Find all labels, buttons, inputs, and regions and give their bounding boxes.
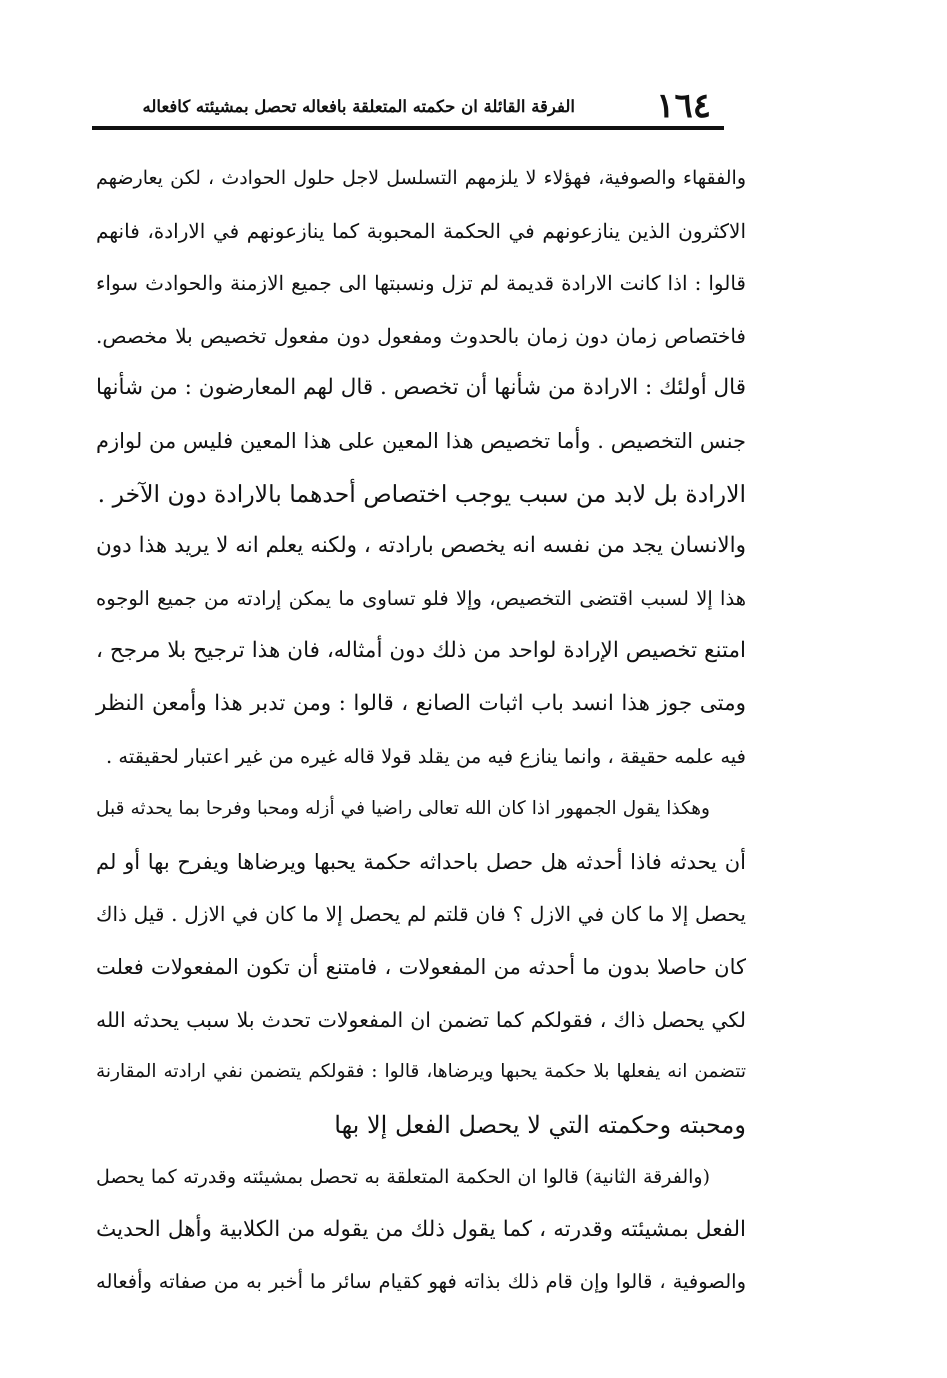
text-line: هذا إلا لسبب اقتضى التخصيص، وإلا فلو تساوى ما يمكن إرادته من جميع الوجوه bbox=[96, 586, 746, 610]
text-line: أن يحدثه فاذا أحدثه هل حصل باحداثه حكمة يحبها ويرضاها ويفرح بها أو لم bbox=[96, 849, 746, 874]
text-line: جنس التخصيص . وأما تخصيص هذا المعين على هذا المعين فليس من لوازم bbox=[96, 428, 746, 453]
text-line: كان حاصلا بدون ما أحدثه من المفعولات ، فامتنع أن تكون المفعولات فعلت bbox=[96, 954, 746, 979]
text-line: فيه علمه حقيقة ، وانما ينازع فيه من يقلد قولا قاله غيره من غير اعتبار لحقيقته . bbox=[105, 744, 746, 768]
body-text bbox=[96, 152, 746, 1309]
text-line: قالوا : اذا كانت الارادة قديمة لم تزل ونسبتها الى جميع الازمنة والحوادث سواء bbox=[96, 271, 746, 296]
running-header-title: الفرقة القائلة ان حكمته المتعلقة بافعاله تحصل بمشيئته كافعاله bbox=[142, 97, 575, 116]
text-line: والانسان يجد من نفسه انه يخصص بارادته ، ولكنه يعلم انه لا يريد هذا دون bbox=[96, 533, 746, 559]
text-line: امتنع تخصيص الإرادة لواحد من ذلك دون أمثاله، فان هذا ترجيح بلا مرجح ، bbox=[96, 638, 746, 664]
text-line: وهكذا يقول الجمهور اذا كان الله تعالى راضيا في أزله ومحبا وفرحا بما يحدثه قبل bbox=[96, 798, 710, 820]
text-line: والفقهاء والصوفية، فهؤلاء لا يلزمهم التسلسل لاجل حلول الحوادث ، لكن يعارضهم bbox=[96, 167, 746, 189]
text-line: لكي يحصل ذاك ، فقولكم كما تضمن ان المفعولات تحدث بلا سبب يحدثه الله bbox=[96, 1007, 746, 1032]
text-line: ومحبته وحكمته التي لا يحصل الفعل إلا بها bbox=[334, 1110, 746, 1139]
text-line: الارادة بل لابد من سبب يوجب اختصاص أحدهما بالارادة دون الآخر . bbox=[97, 479, 746, 508]
header-rule bbox=[92, 126, 724, 130]
text-line: الفعل بمشيئته وقدرته ، كما يقول ذلك من يقوله من الكلابية وأهل الحديث bbox=[96, 1216, 746, 1242]
text-line: (والفرقة الثانية) قالوا ان الحكمة المتعلقة به تحصل بمشيئته وقدرته كما يحصل bbox=[96, 1166, 710, 1189]
page-number: ١٦٤ bbox=[656, 86, 711, 126]
text-line: يحصل إلا ما كان في الازل ؟ فان قلتم لم يحصل إلا ما كان في الازل . قيل ذاك bbox=[96, 902, 746, 927]
text-line: والصوفية ، قالوا وإن قام ذلك بذاته فهو كقيام سائر ما أخبر به من صفاته وأفعاله bbox=[96, 1270, 746, 1294]
text-line: الاكثرون الذين ينازعونهم في الحكمة المحبوبة كما ينازعونهم في الارادة، فانهم bbox=[96, 218, 746, 243]
text-line: تتضمن انه يفعلها بلا حكمة يحبها ويرضاها، قالوا : فقولكم يتضمن نفي ارادته المقارنة bbox=[96, 1061, 746, 1083]
text-line: فاختصاص زمان دون زمان بالحدوث ومفعول دون مفعول تخصيص بلا مخصص. bbox=[96, 323, 746, 348]
text-line: قال أولئك : الارادة من شأنها أن تخصص . قال لهم المعارضون : من شأنها bbox=[96, 375, 746, 401]
text-line: ومتى جوز هذا انسد باب اثبات الصانع ، قالوا : ومن تدبر هذا وأمعن النظر bbox=[96, 690, 746, 716]
